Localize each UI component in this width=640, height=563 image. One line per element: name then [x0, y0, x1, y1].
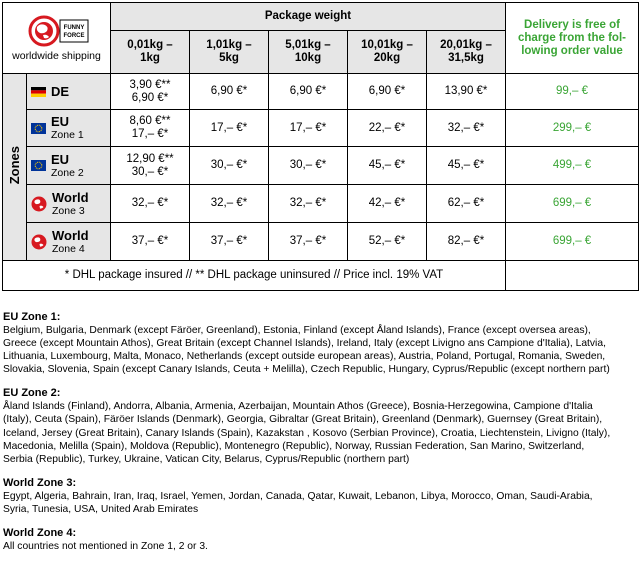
note-title: EU Zone 1: — [3, 311, 61, 323]
zone-cell-eu1 — [27, 110, 111, 147]
weight-range-2-from: 1,01kg – — [206, 39, 252, 51]
zone-title: EU — [51, 151, 70, 167]
price-cell: 62,– €* — [427, 185, 506, 223]
price-cell: 6,90 €* — [348, 74, 427, 110]
price-cell: 6,90 €* — [269, 74, 348, 110]
note-line: Serbia (Republic), Turkey, Ukraine, Vatican City, Belarus, Cyprus/Republic (northern part) — [3, 453, 410, 465]
free-threshold: 99,– € — [506, 74, 639, 110]
note-eu-zone1 — [3, 310, 639, 376]
weight-range-5 — [427, 31, 506, 74]
note-title: World Zone 4: — [3, 527, 77, 540]
note-line: Åland Islands (Finland), Andorra, Albania, Armenia, Azerbaijan, Mountain Athos (Greece), Bosnia-Herzegowina, Campione d'Italia — [3, 401, 593, 413]
price-cell: 37,– €* — [190, 223, 269, 261]
zone-title: World — [52, 227, 89, 243]
price-cell: 32,– €* — [111, 185, 190, 223]
logo-text-line1: FUNNY — [63, 24, 84, 31]
price-cell: 30,– €* — [190, 147, 269, 185]
price-line: 8,60 €** — [129, 115, 171, 127]
price-cell: 30,– €* — [269, 147, 348, 185]
note-line: Greece (except Mountain Athos), Great Britain (except Channel Islands), Ireland, Italy (except Livigno ans Campione d'Italia), Latvia, — [3, 338, 606, 350]
note-line: Iceland, Jersey (Great Britain), Canary Islands (Spain), Kazakstan , Kosovo (Serbian Province), Croatia, Liechtenstein, Livigno (Italy), — [3, 427, 611, 439]
package-weight-header: Package weight — [111, 3, 506, 31]
price-cell: 45,– €* — [427, 147, 506, 185]
logo-text-line2: FORCE — [63, 32, 84, 39]
zone-sub: Zone 2 — [51, 166, 84, 179]
weight-range-3-from: 5,01kg – — [285, 39, 331, 51]
weight-range-1-from: 0,01kg – — [127, 39, 173, 51]
price-cell: 17,– €* — [269, 110, 348, 147]
price-cell: 82,– €* — [427, 223, 506, 261]
zone-notes — [3, 310, 639, 563]
price-cell: 17,– €* — [190, 110, 269, 147]
note-line: Syria, Tunesia, USA, United Arab Emirates — [3, 503, 199, 515]
zone-cell-de — [27, 74, 111, 110]
eu-flag-icon — [31, 160, 46, 171]
weight-range-1-to: 1kg — [140, 52, 160, 64]
weight-range-4 — [348, 31, 427, 74]
weight-range-5-to: 31,5kg — [448, 52, 484, 64]
price-cell — [111, 147, 190, 185]
zone-sub: Zone 3 — [52, 204, 85, 217]
germany-flag-icon — [31, 87, 46, 97]
price-line: 12,90 €** — [126, 152, 174, 165]
weight-range-3 — [269, 31, 348, 74]
note-line: (Italy), Ceuta (Spain), Färöer Islands (Denmark), Georgia, Gibraltar (Great Britain), Greenland (Denmark), Guernsey (Great Britain), — [3, 414, 603, 426]
table-row-de — [3, 74, 639, 110]
note-world-zone4 — [3, 526, 639, 553]
free-threshold: 699,– € — [506, 223, 639, 261]
weight-range-2-to: 5kg — [219, 52, 239, 64]
price-line: 17,– €* — [131, 128, 169, 140]
free-threshold: 699,– € — [506, 185, 639, 223]
funny-force-logo — [20, 14, 94, 48]
note-line: Egypt, Algeria, Bahrain, Iran, Iraq, Israel, Yemen, Jordan, Canada, Qatar, Kuwait, Lebanon, Libya, Morocco, Oman, Saudi-Arabia, — [3, 490, 593, 502]
note-eu-zone2 — [3, 386, 639, 465]
price-cell: 13,90 €* — [427, 74, 506, 110]
zones-label: Zones — [7, 145, 22, 185]
vat-footnote: * DHL package insured // ** DHL package uninsured // Price incl. 19% VAT — [3, 261, 506, 291]
price-cell: 45,– €* — [348, 147, 427, 185]
price-cell: 37,– €* — [111, 223, 190, 261]
globe-icon — [31, 196, 47, 212]
table-row-eu-zone2 — [3, 147, 639, 185]
globe-icon — [31, 234, 47, 250]
table-row-eu-zone1 — [3, 110, 639, 147]
zone-cell-world4 — [27, 223, 111, 261]
zone-title: DE — [51, 83, 70, 99]
price-cell: 32,– €* — [269, 185, 348, 223]
price-cell: 42,– €* — [348, 185, 427, 223]
free-delivery-header — [506, 3, 639, 74]
weight-range-4-from: 10,01kg – — [361, 39, 413, 51]
price-cell — [111, 74, 190, 110]
table-row-world-zone4 — [3, 223, 639, 261]
zone-title: World — [52, 189, 89, 205]
free-delivery-line1: Delivery is free of — [524, 18, 620, 31]
logo-cell — [3, 3, 111, 74]
weight-range-5-from: 20,01kg – — [440, 39, 492, 51]
price-cell: 22,– €* — [348, 110, 427, 147]
free-threshold: 299,– € — [506, 110, 639, 147]
price-cell: 37,– €* — [269, 223, 348, 261]
zone-cell-eu2 — [27, 147, 111, 185]
zone-sub: Zone 1 — [51, 129, 84, 141]
note-world-zone3 — [3, 476, 639, 516]
price-cell: 32,– €* — [190, 185, 269, 223]
weight-range-1 — [111, 31, 190, 74]
footnote-empty-cell — [506, 261, 639, 291]
price-line: 30,– €* — [131, 165, 169, 178]
weight-range-4-to: 20kg — [373, 52, 401, 64]
weight-range-2 — [190, 31, 269, 74]
note-line: All countries not mentioned in Zone 1, 2 or 3. — [3, 541, 208, 553]
price-cell: 32,– €* — [427, 110, 506, 147]
price-line: 6,90 €* — [131, 91, 169, 104]
price-cell: 52,– €* — [348, 223, 427, 261]
logo-caption: worldwide shipping — [12, 49, 101, 62]
zone-title: EU — [51, 114, 70, 129]
zone-sub: Zone 4 — [52, 242, 85, 255]
shipping-rates-table — [2, 2, 639, 291]
price-cell — [111, 110, 190, 147]
note-line: Macedonia, Melilla (Spain), Moldova (Republic), Montenegro (Republic), Norway, Russian Federation, San Marino, Switzerland, — [3, 440, 585, 452]
eu-flag-icon — [31, 123, 46, 134]
note-title: EU Zone 2: — [3, 387, 61, 400]
note-title: World Zone 3: — [3, 476, 77, 489]
note-line: Belgium, Bulgaria, Denmark (except Färöer, Greenland), Estonia, Finland (except Åland Islands), France (except oversea areas), — [3, 325, 591, 336]
price-line: 3,90 €** — [129, 78, 171, 91]
free-delivery-line2: charge from the fol- — [518, 31, 626, 44]
note-line: Slovakia, Slovenia, Spain (except Canary Islands, Ceuta + Melilla), Czech Republic, Hungary, Cyprus/Republic (except northern part) — [3, 364, 610, 376]
free-threshold: 499,– € — [506, 147, 639, 185]
zone-cell-world3 — [27, 185, 111, 223]
zones-label-cell — [3, 74, 27, 261]
table-row-world-zone3 — [3, 185, 639, 223]
weight-range-3-to: 10kg — [294, 52, 322, 64]
price-cell: 6,90 €* — [190, 74, 269, 110]
note-line: Lithuania, Luxembourg, Malta, Monaco, Netherlands (except outside european areas), Austria, Poland, Portugal, Romania, Sweden, — [3, 351, 606, 363]
free-delivery-line3: lowing order value — [521, 44, 623, 57]
